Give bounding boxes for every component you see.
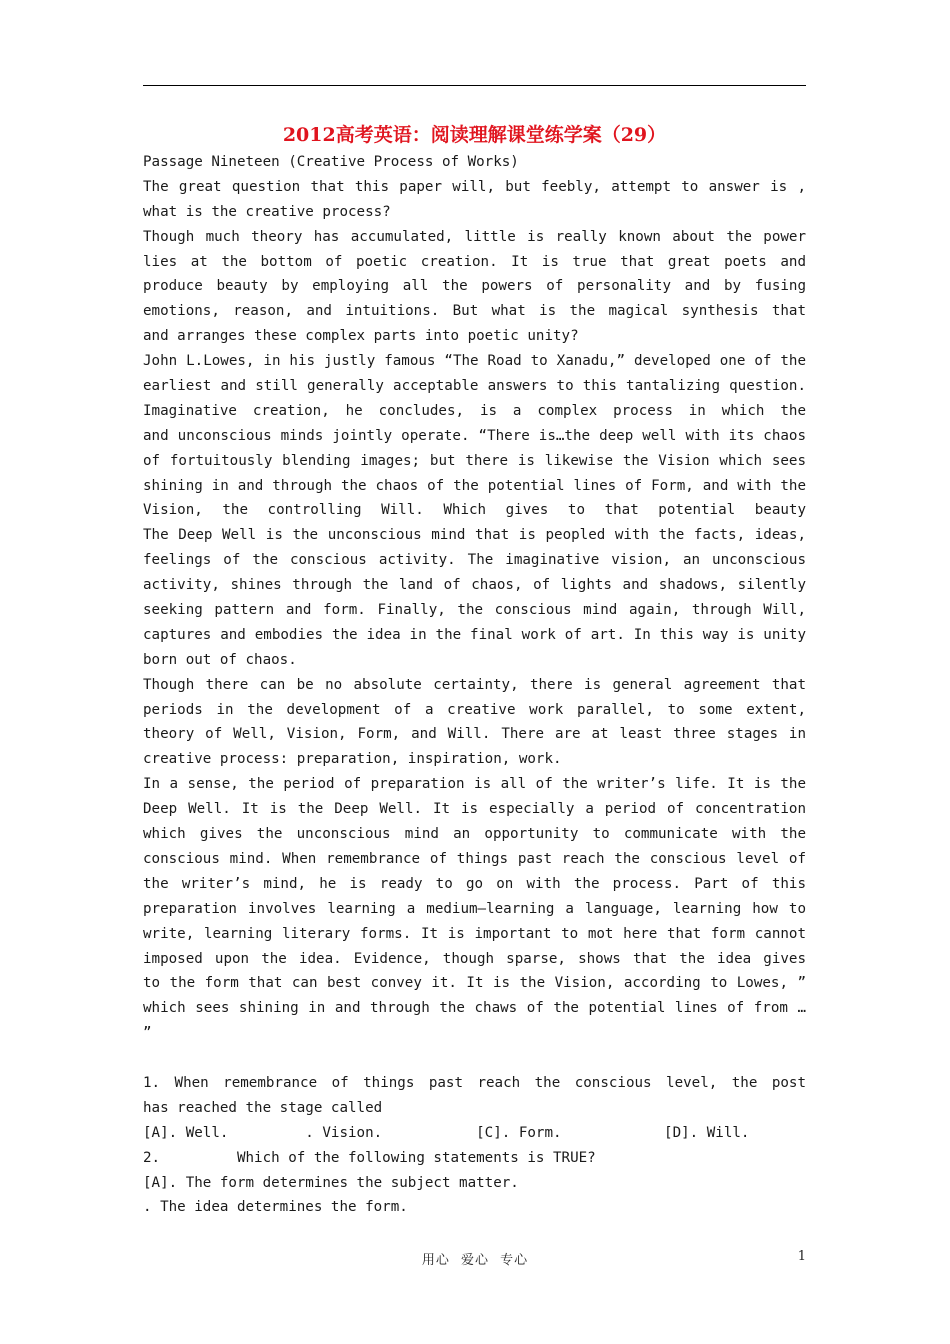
text-line: preparation involves learning a medium—learning a language, learning how to: [143, 900, 806, 917]
text-line: 1. When remembrance of things past reach the conscious level, the post: [143, 1074, 806, 1091]
text-line: ”: [143, 1025, 152, 1042]
text-line: and arranges these complex parts into poetic unity?: [143, 328, 579, 345]
text-line: to the form that can best convey it. It is the Vision, according to Lowes, ”: [143, 975, 806, 992]
text-line: creative process: preparation, inspiration, work.: [143, 751, 562, 768]
text-line: theory of Well, Vision, Form, and Will. There are at least three stages in: [143, 726, 806, 743]
text-line: Deep Well. It is the Deep Well. It is especially a period of concentration: [143, 801, 806, 818]
document-title: 2012高考英语：阅读理解课堂练学案（29）: [282, 124, 667, 146]
text-line: has reached the stage called: [143, 1099, 383, 1116]
passage-body: [143, 150, 806, 1220]
text-line: captures and embodies the idea in the final work of art. In this way is unity: [143, 626, 806, 643]
text-line: what is the creative process?: [143, 203, 391, 220]
text-line: activity, shines through the land of chaos, of lights and shadows, silently: [143, 577, 806, 594]
text-line: write, learning literary forms. It is important to mot here that form cannot: [143, 925, 806, 942]
page-footer: [0, 1246, 950, 1270]
text-line: which gives the unconscious mind an opportunity to communicate with the: [143, 826, 806, 843]
text-line: Though much theory has accumulated, little is really known about the power: [143, 228, 806, 245]
text-line: produce beauty by employing all the powers of personality and by fusing: [143, 278, 806, 295]
text-line: [143, 1046, 806, 1071]
text-line: the writer’s mind, he is ready to go on with the process. Part of this: [143, 875, 806, 892]
text-line: Passage Nineteen (Creative Process of Works): [143, 154, 519, 170]
text-line: The great question that this paper will, but feebly, attempt to answer is ,: [143, 178, 806, 195]
text-line: Though there can be no absolute certainty, there is general agreement that: [143, 676, 806, 693]
text-line: The Deep Well is the unconscious mind that is peopled with the facts, ideas,: [143, 527, 806, 544]
text-line: emotions, reason, and intuitions. But what is the magical synthesis that: [143, 303, 806, 320]
text-line: In a sense, the period of preparation is all of the writer’s life. It is the: [143, 776, 806, 793]
text-line: conscious mind. When remembrance of things past reach the conscious level of: [143, 850, 806, 867]
text-line: earliest and still generally acceptable answers to this tantalizing question.: [143, 378, 806, 395]
header-rule: [143, 85, 806, 86]
footer-motto: 用心 爱心 专心: [421, 1253, 529, 1268]
text-line: [A]. Well. . Vision. [C]. Form. [D]. Will.: [143, 1124, 750, 1141]
text-line: 2. Which of the following statements is TRUE?: [143, 1149, 596, 1166]
text-line: feelings of the conscious activity. The imaginative vision, an unconscious: [143, 552, 806, 569]
text-line: John L.Lowes, in his justly famous “The Road to Xanadu,” developed one of the: [143, 353, 806, 370]
text-line: [A]. The form determines the subject matter.: [143, 1174, 519, 1191]
text-line: which sees shining in and through the chaws of the potential lines of from …: [143, 1000, 806, 1017]
text-line: Vision, the controlling Will. Which gives to that potential beauty: [143, 502, 806, 519]
text-line: born out of chaos.: [143, 651, 297, 668]
text-line: periods in the development of a creative work parallel, to some extent,: [143, 701, 806, 718]
text-line: lies at the bottom of poetic creation. It is true that great poets and: [143, 253, 806, 270]
page-number: 1: [797, 1249, 806, 1264]
text-line: and unconscious minds jointly operate. “There is…the deep well with its chaos: [143, 427, 806, 444]
text-line: seeking pattern and form. Finally, the conscious mind again, through Will,: [143, 602, 806, 619]
text-line: of fortuitously blending images; but there is likewise the Vision which sees: [143, 452, 806, 469]
text-line: imposed upon the idea. Evidence, though sparse, shows that the idea gives: [143, 950, 806, 967]
text-line: shining in and through the chaos of the potential lines of Form, and with the: [143, 477, 806, 494]
text-line: . The idea determines the form.: [143, 1199, 408, 1216]
text-line: Imaginative creation, he concludes, is a complex process in which the: [143, 402, 806, 419]
